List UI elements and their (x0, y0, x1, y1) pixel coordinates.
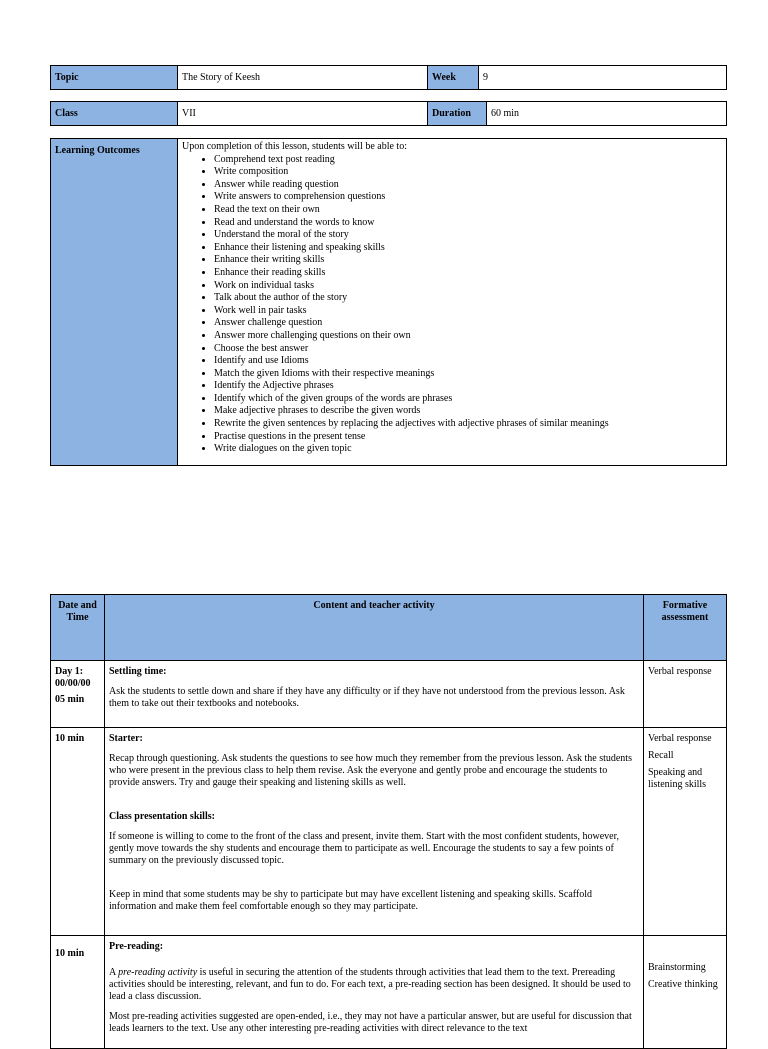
learning-outcome-item: • Work well in pair tasks (214, 305, 722, 318)
lesson-plan-table (50, 594, 727, 1049)
row3-heading: Pre-reading: (109, 941, 164, 952)
learning-outcomes-content (178, 139, 727, 466)
row2-assessment1: Verbal response (648, 733, 712, 744)
learning-outcome-item: • Practise questions in the present tense (214, 431, 722, 444)
row2-text3: Keep in mind that some students may be shy to participate but may have excellent listening and speaking skills. Scaffold information and make them feel comfortable enough so they may participate. (109, 889, 593, 912)
learning-outcome-item: • Enhance their listening and speaking skills (214, 242, 722, 255)
learning-outcome-item: • Work on individual tasks (214, 280, 722, 293)
topic-value: The Story of Keesh (178, 66, 428, 90)
row3-time: 10 min (55, 948, 85, 959)
row3-assessment (644, 936, 727, 1049)
learning-outcome-item: • Answer challenge question (214, 317, 722, 330)
row2-heading: Starter: (109, 733, 143, 744)
plan-row-starter (51, 728, 727, 936)
learning-outcome-item: • Read the text on their own (214, 204, 722, 217)
duration-value: 60 min (487, 102, 727, 126)
topic-label: Topic (51, 66, 178, 90)
learning-outcome-item: • Talk about the author of the story (214, 292, 722, 305)
learning-outcome-item: • Identify the Adjective phrases (214, 380, 722, 393)
learning-outcome-item: • Comprehend text post reading (214, 154, 722, 167)
row1-heading: Settling time: (109, 666, 167, 677)
row1-text: Ask the students to settle down and share if they have any difficulty or if they have not understood from the previous lesson. Ask them to take out their textbooks and notebooks. (109, 686, 625, 709)
class-value: VII (178, 102, 428, 126)
row3-text1-emphasis: pre-reading activity (118, 967, 198, 978)
learning-outcome-item: • Identify which of the given groups of the words are phrases (214, 393, 722, 406)
row2-text2: If someone is willing to come to the front of the class and present, invite them. Start with the most confident students, however, gently move towards the shy students and encourage them to participate as well. Encourage the students to say a few points of summary on the previously discussed topic. (109, 831, 620, 866)
row2-text1: Recap through questioning. Ask students the questions to see how much they remember from the previous lesson. Ask the students who were present in the previous class to help them revise. Ask the everyone and gently probe and encourage the students to provide answers. Try and gauge their speaking and listening skills as well. (109, 753, 632, 788)
learning-outcome-item: • Understand the moral of the story (214, 229, 722, 242)
class-duration-table (50, 101, 727, 126)
learning-outcomes-label: Learning Outcomes (51, 139, 178, 466)
learning-outcome-item: • Answer while reading question (214, 179, 722, 192)
row2-heading2: Class presentation skills: (109, 811, 215, 822)
col-assessment: Formative assessment (644, 595, 727, 661)
row2-assessment2: Recall (648, 750, 674, 761)
learning-outcome-item: • Match the given Idioms with their respective meanings (214, 368, 722, 381)
row3-assessment2: Creative thinking (648, 979, 718, 990)
row3-time-cell (51, 936, 105, 1049)
learning-outcomes-table (50, 138, 727, 466)
row2-content (105, 728, 644, 936)
row1-content (105, 661, 644, 728)
row3-content (105, 936, 644, 1049)
learning-outcome-item: • Choose the best answer (214, 343, 722, 356)
row1-time: 05 min (55, 694, 85, 705)
duration-label: Duration (428, 102, 487, 126)
learning-outcomes-intro: Upon completion of this lesson, students will be able to: (182, 141, 407, 152)
row1-day: Day 1: (55, 666, 84, 677)
row1-date: 00/00/00 (55, 678, 91, 689)
learning-outcome-item: • Enhance their writing skills (214, 254, 722, 267)
row1-date-cell (51, 661, 105, 728)
learning-outcome-item: • Answer more challenging questions on their own (214, 330, 722, 343)
learning-outcome-item: • Rewrite the given sentences by replacing the adjectives with adjective phrases of similar meanings (214, 418, 722, 431)
week-label: Week (428, 66, 479, 90)
row3-text2: Most pre-reading activities suggested are open-ended, i.e., they may not have a particular answer, but are useful for discussion that leads learners to the text. Use any other interesting pre-reading activities with direct relevance to the text (109, 1011, 632, 1034)
learning-outcome-item: • Identify and use Idioms (214, 355, 722, 368)
row2-time: 10 min (51, 728, 105, 936)
plan-row-settling (51, 661, 727, 728)
learning-outcome-item: • Write composition (214, 166, 722, 179)
col-date-time: Date and Time (51, 595, 105, 661)
learning-outcome-item: • Read and understand the words to know (214, 217, 722, 230)
learning-outcome-item: • Enhance their reading skills (214, 267, 722, 280)
plan-row-prereading (51, 936, 727, 1049)
learning-outcome-item: • Write dialogues on the given topic (214, 443, 722, 456)
row1-assessment: Verbal response (644, 661, 727, 728)
class-label: Class (51, 102, 178, 126)
row3-assessment1: Brainstorming (648, 962, 706, 973)
row3-text1: A pre-reading activity is useful in securing the attention of the students through activities that lead them to the text. Prereading activities should be interesting, relevant, and fun to do. For each text, a pre-reading section has been designed. It should be used to lead a class discussion. (109, 967, 631, 1002)
row2-assessment3: Speaking and listening skills (648, 767, 707, 790)
learning-outcomes-list (182, 154, 722, 456)
learning-outcome-item: • Make adjective phrases to describe the given words (214, 405, 722, 418)
learning-outcome-item: • Write answers to comprehension questions (214, 191, 722, 204)
row2-assessment (644, 728, 727, 936)
topic-week-table (50, 65, 727, 90)
col-content: Content and teacher activity (105, 595, 644, 661)
week-value: 9 (479, 66, 727, 90)
